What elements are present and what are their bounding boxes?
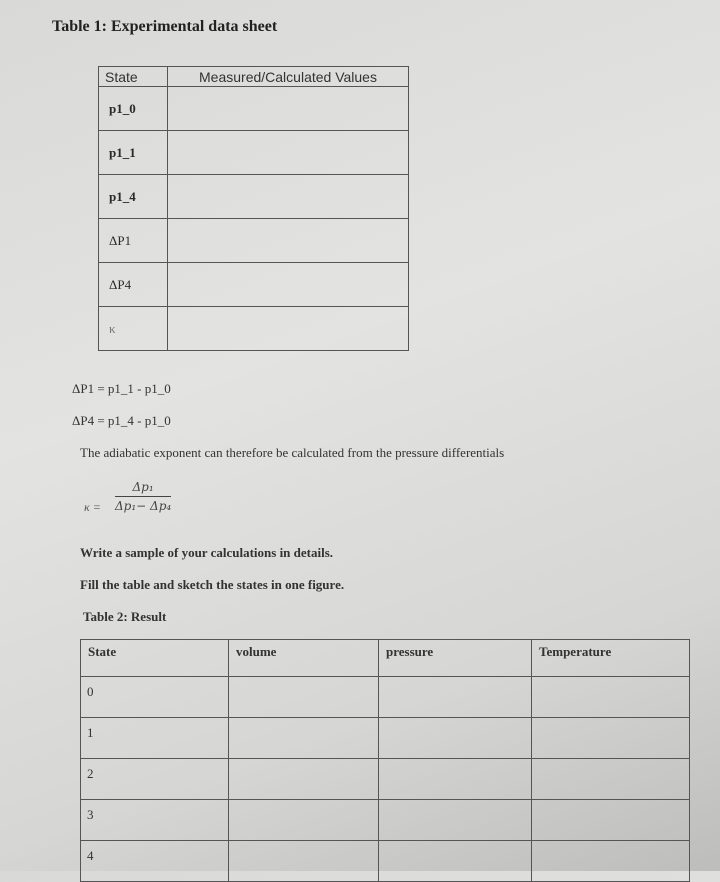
table1-value-cell[interactable] — [168, 131, 409, 175]
table1-row-label: κ — [99, 307, 168, 351]
table1-row-label: p1_1 — [99, 131, 168, 175]
table2-cell[interactable] — [229, 677, 379, 718]
table1-row-label: p1_4 — [99, 175, 168, 219]
table2-header-pressure: pressure — [379, 640, 532, 677]
table2-cell[interactable] — [532, 841, 690, 882]
table-row — [99, 263, 409, 307]
instruction-calculations: Write a sample of your calculations in details. — [80, 545, 334, 560]
table2-cell[interactable] — [379, 759, 532, 800]
table1-value-cell[interactable] — [168, 263, 409, 307]
table-row — [99, 87, 409, 131]
table-row — [81, 718, 690, 759]
table2-state-label: 1 — [81, 718, 229, 759]
table1-value-cell[interactable] — [168, 87, 409, 131]
table2-cell[interactable] — [532, 677, 690, 718]
table1-row-label: p1_0 — [99, 87, 168, 131]
table-row — [81, 800, 690, 841]
kappa-fraction — [115, 480, 171, 513]
table2-state-label: 3 — [81, 800, 229, 841]
table2-cell[interactable] — [532, 759, 690, 800]
kappa-symbol: κ = — [84, 500, 101, 514]
table2-header-state: State — [81, 640, 229, 677]
table2-cell[interactable] — [532, 800, 690, 841]
adiabatic-exponent-text: The adiabatic exponent can therefore be calculated from the pressure differentials — [80, 445, 505, 460]
table-row — [99, 307, 409, 351]
table1-value-cell[interactable] — [168, 307, 409, 351]
table2-cell[interactable] — [229, 759, 379, 800]
table1-value-cell[interactable] — [168, 175, 409, 219]
table1-header-state: State — [99, 67, 168, 87]
table2-cell[interactable] — [532, 718, 690, 759]
table2-state-label: 2 — [81, 759, 229, 800]
table1-value-cell[interactable] — [168, 219, 409, 263]
table2-cell[interactable] — [379, 677, 532, 718]
table1-title: Table 1: Experimental data sheet — [52, 18, 278, 35]
instruction-fill-table: Fill the table and sketch the states in one figure. — [80, 577, 345, 592]
fraction-denominator: Δp₁− Δp₄ — [115, 499, 172, 513]
table2-cell[interactable] — [229, 841, 379, 882]
table2-state-label: 0 — [81, 677, 229, 718]
table2-cell[interactable] — [379, 718, 532, 759]
table2-header-temperature: Temperature — [532, 640, 690, 677]
table-row — [81, 759, 690, 800]
delta-p4-equation: ΔP4 = p1_4 - p1_0 — [72, 413, 171, 428]
table-row — [99, 219, 409, 263]
table2-state-label: 4 — [81, 841, 229, 882]
table1-row-label: ΔP4 — [99, 263, 168, 307]
table2-header-row — [81, 640, 690, 677]
delta-p1-equation: ΔP1 = p1_1 - p1_0 — [72, 381, 171, 396]
table-row — [99, 175, 409, 219]
fraction-numerator: Δp₁ — [115, 480, 171, 497]
table2-cell[interactable] — [379, 800, 532, 841]
table2-header-volume: volume — [229, 640, 379, 677]
result-table — [80, 639, 690, 882]
table2-title: Table 2: Result — [83, 609, 167, 624]
experimental-data-table — [98, 66, 409, 351]
table2-cell[interactable] — [229, 718, 379, 759]
table2-cell[interactable] — [379, 841, 532, 882]
table-row — [81, 841, 690, 882]
table-row — [99, 131, 409, 175]
table-row — [81, 677, 690, 718]
table1-header-row — [99, 67, 409, 87]
table1-header-values: Measured/Calculated Values — [168, 67, 409, 87]
table1-row-label: ΔP1 — [99, 219, 168, 263]
table2-cell[interactable] — [229, 800, 379, 841]
